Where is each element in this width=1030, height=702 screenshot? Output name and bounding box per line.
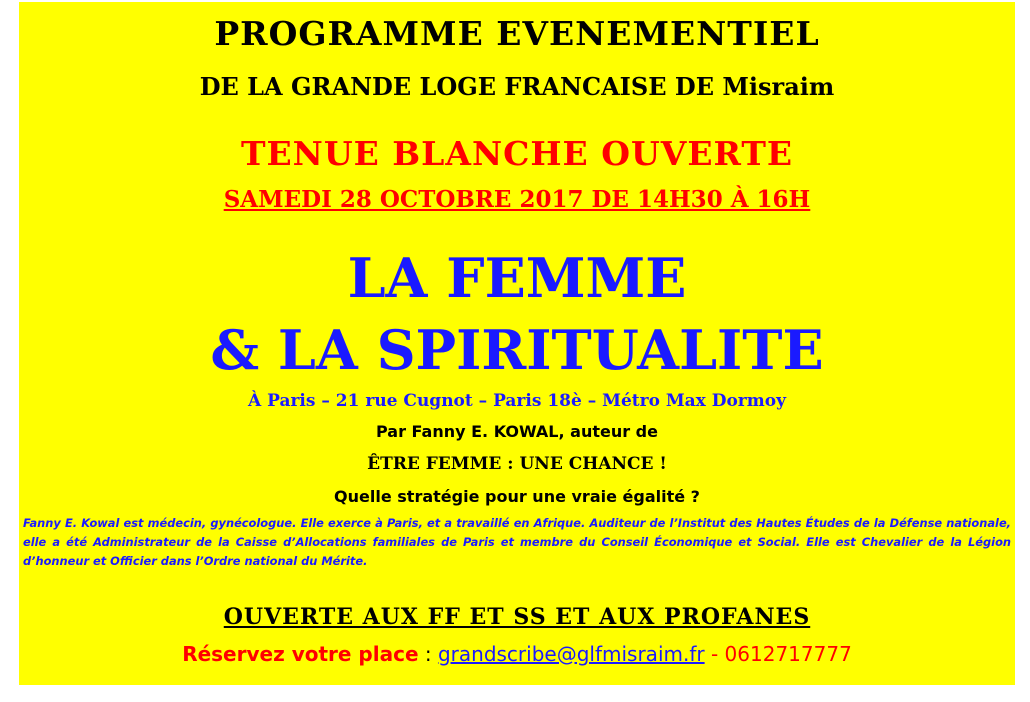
reservation-line — [19, 642, 1015, 666]
reservation-phone: 0612717777 — [724, 642, 852, 666]
theme-line-1: LA FEMME — [347, 246, 687, 310]
reservation-label: Réservez votre place — [182, 642, 419, 666]
speaker-bio: Fanny E. Kowal est médecin, gynécologue. Elle exerce à Paris, et a travaillé en Afrique. Auditeur de l’Institut des Hautes Études de la Défense nationale, elle a été Administrateur de la Caisse d’Allocations familiales de Paris et membre du Conseil Économique et Social. Elle est Chevalier de la Légion d’honneur et Officier dans l’Ordre national du Mérite. — [23, 516, 1011, 568]
event-datetime: SAMEDI 28 OCTOBRE 2017 DE 14H30 À 16H — [223, 186, 811, 213]
speaker-intro: Par Fanny E. KOWAL, auteur de — [376, 422, 658, 441]
event-location: À Paris – 21 rue Cugnot – Paris 18è – Métro Max Dormoy — [248, 391, 786, 411]
program-title: PROGRAMME EVENEMENTIEL — [214, 14, 820, 53]
book-subtitle: Quelle stratégie pour une vraie égalité ? — [334, 487, 700, 506]
reservation-email-link[interactable]: grandscribe@glfmisraim.fr — [437, 642, 705, 666]
theme-line-2: & LA SPIRITUALITE — [210, 318, 824, 382]
event-poster — [19, 2, 1015, 685]
audience-notice: OUVERTE AUX FF ET SS ET AUX PROFANES — [223, 604, 811, 630]
event-name: TENUE BLANCHE OUVERTE — [240, 134, 794, 173]
organization-name: DE LA GRANDE LOGE FRANCAISE DE Misraim — [199, 72, 835, 101]
book-title: ÊTRE FEMME : UNE CHANCE ! — [367, 454, 667, 474]
reservation-colon: : — [418, 642, 438, 666]
reservation-dash: - — [704, 642, 725, 666]
